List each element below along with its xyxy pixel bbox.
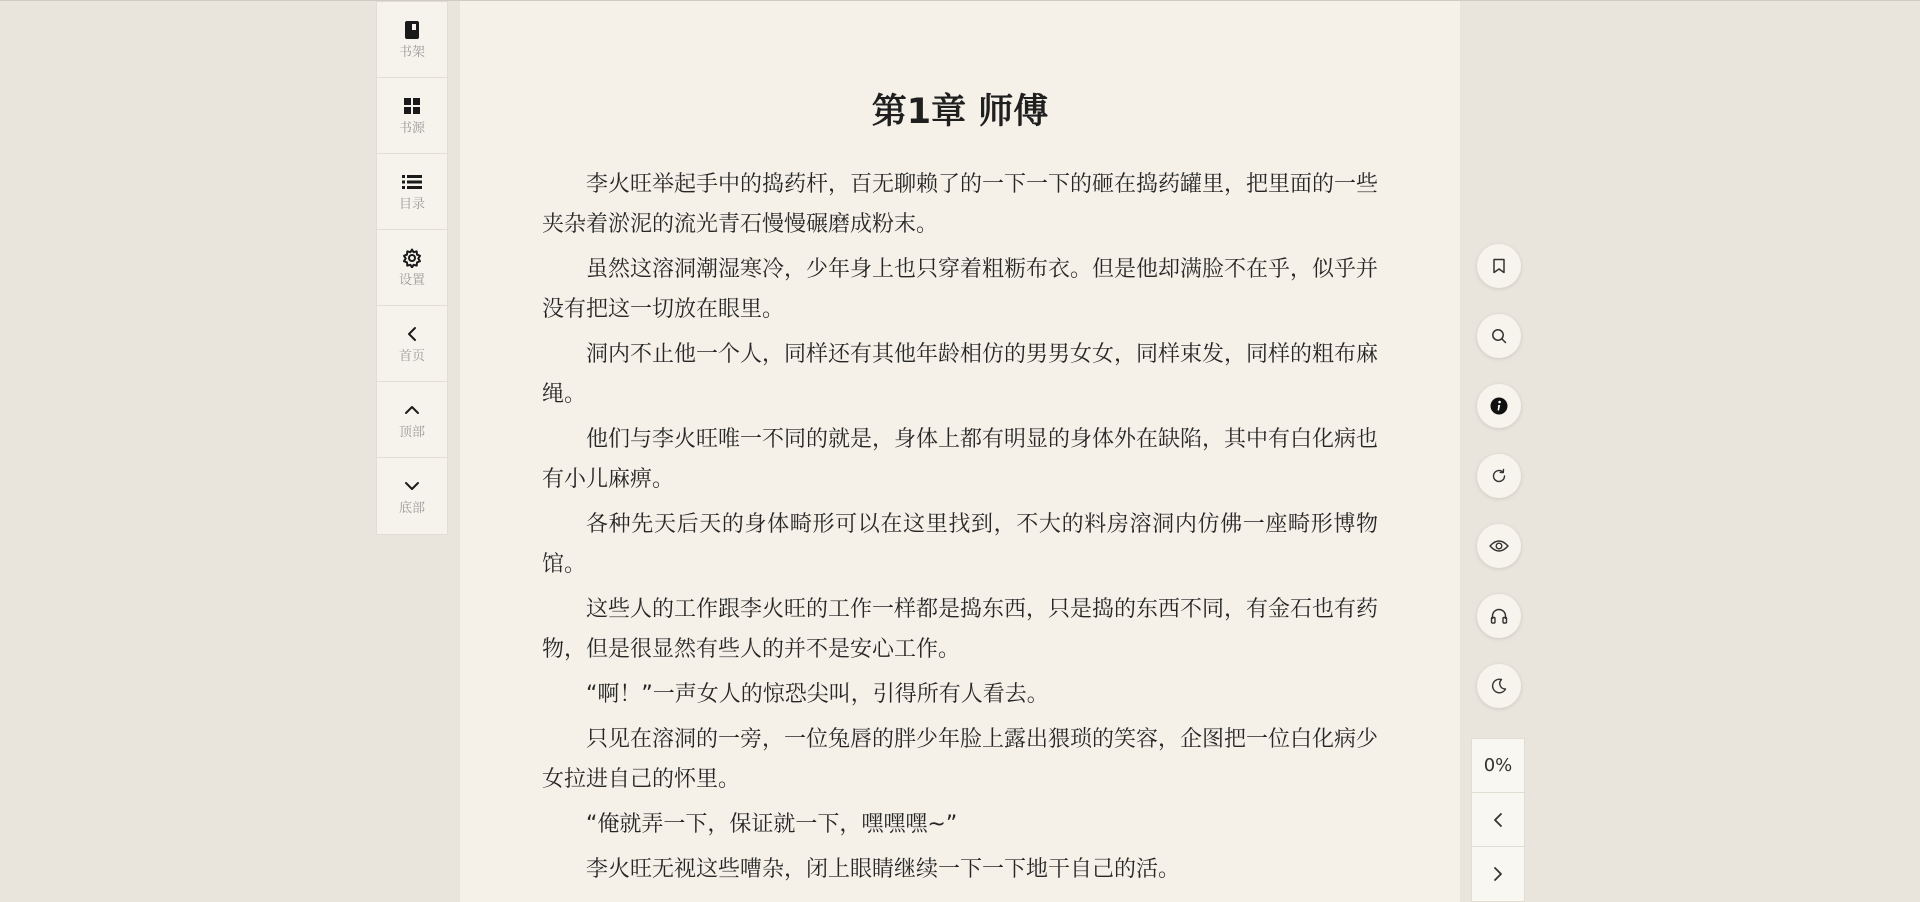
list-icon xyxy=(401,171,423,193)
settings-button[interactable] xyxy=(377,230,447,306)
info-button[interactable] xyxy=(1477,384,1521,428)
paragraph: 他们与李火旺唯一不同的就是，身体上都有明显的身体外在缺陷，其中有白化病也有小儿麻痹。 xyxy=(542,427,1379,492)
eye-icon xyxy=(1489,539,1509,553)
left-toolbar xyxy=(376,1,448,535)
chapter-title: 第1章 师傅 xyxy=(871,92,1049,132)
refresh-icon xyxy=(1491,468,1507,484)
view-button[interactable] xyxy=(1477,524,1521,568)
reading-page xyxy=(460,1,1460,902)
next-chapter-button[interactable] xyxy=(1472,847,1524,901)
listen-button[interactable] xyxy=(1477,594,1521,638)
chapter-content xyxy=(542,165,1378,895)
home-button[interactable] xyxy=(377,306,447,382)
scroll-top-button[interactable] xyxy=(377,382,447,458)
chevron-left-icon xyxy=(1492,812,1504,828)
chevron-left-icon xyxy=(401,323,423,345)
grid-icon xyxy=(401,95,423,117)
chapter-pager xyxy=(1471,738,1525,902)
chevron-up-icon xyxy=(401,399,423,421)
bookshelf-label: 书架 xyxy=(398,44,425,60)
bookshelf-button[interactable] xyxy=(377,2,447,78)
moon-icon xyxy=(1491,678,1507,694)
search-icon xyxy=(1491,328,1507,344)
paragraph: 各种先天后天的身体畸形可以在这里找到，不大的料房溶洞内仿佛一座畸形博物馆。 xyxy=(542,512,1378,577)
home-label: 首页 xyxy=(398,348,425,364)
night-mode-button[interactable] xyxy=(1477,664,1521,708)
refresh-button[interactable] xyxy=(1477,454,1521,498)
gear-icon xyxy=(401,247,423,269)
scroll-bottom-button[interactable] xyxy=(377,458,447,534)
paragraph: 虽然这溶洞潮湿寒冷，少年身上也只穿着粗粝布衣。但是他却满脸不在乎，似乎并没有把这一切放在眼里。 xyxy=(542,257,1379,322)
paragraph: “俺就弄一下，保证就一下，嘿嘿嘿~” xyxy=(586,812,958,837)
headphones-icon xyxy=(1490,608,1508,624)
settings-label: 设置 xyxy=(398,272,425,288)
search-button[interactable] xyxy=(1477,314,1521,358)
paragraph: 这些人的工作跟李火旺的工作一样都是捣东西，只是捣的东西不同，有金石也有药物，但是很显然有些人的并不是安心工作。 xyxy=(542,597,1379,662)
info-icon xyxy=(1490,397,1508,415)
scroll-bottom-label: 底部 xyxy=(398,501,425,516)
paragraph: 只见在溶洞的一旁，一位兔唇的胖少年脸上露出猥琐的笑容，企图把一位白化病少女拉进自己的怀里。 xyxy=(542,727,1379,792)
bookmark-icon xyxy=(1492,258,1506,274)
book-source-button[interactable] xyxy=(377,78,447,154)
paragraph: “啊！”一声女人的惊恐尖叫，引得所有人看去。 xyxy=(586,682,1049,707)
prev-chapter-button[interactable] xyxy=(1472,793,1524,847)
book-source-label: 书源 xyxy=(398,120,425,136)
bookmark-button[interactable] xyxy=(1477,244,1521,288)
chevron-right-icon xyxy=(1492,866,1504,882)
paragraph: 洞内不止他一个人，同样还有其他年龄相仿的男男女女，同样束发，同样的粗布麻绳。 xyxy=(542,342,1379,407)
paragraph: 李火旺无视这些嘈杂，闭上眼睛继续一下一下地干自己的活。 xyxy=(586,857,1181,882)
scroll-top-label: 顶部 xyxy=(398,424,425,440)
paragraph: 李火旺举起手中的捣药杆，百无聊赖了的一下一下的砸在捣药罐里，把里面的一些夹杂着淤泥的流光青石慢慢碾磨成粉末。 xyxy=(542,172,1379,237)
catalog-button[interactable] xyxy=(377,154,447,230)
book-icon xyxy=(401,19,423,41)
reading-progress: 0% xyxy=(1472,739,1524,793)
catalog-label: 目录 xyxy=(398,196,425,212)
chevron-down-icon xyxy=(401,475,423,497)
